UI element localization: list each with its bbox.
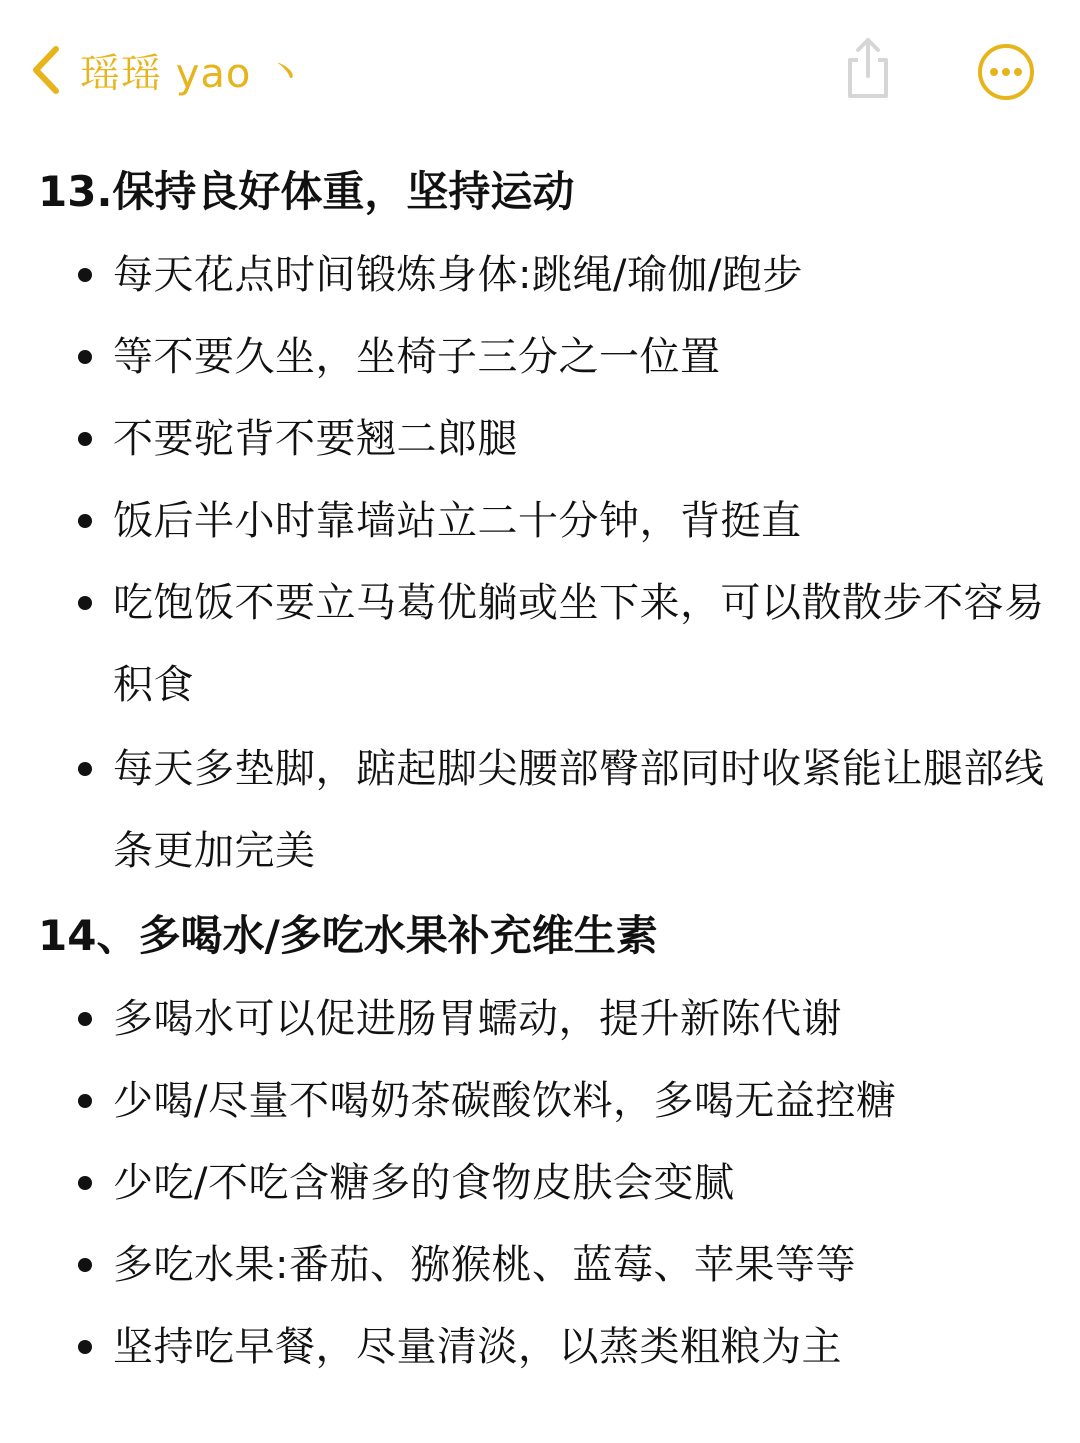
bullet-dot <box>78 596 92 610</box>
list-item-text: 少喝/尽量不喝奶茶碳酸饮料，多喝无益控糖 <box>113 1078 897 1124</box>
bullet-dot <box>78 268 92 282</box>
back-button[interactable] <box>28 38 306 102</box>
list-item-text: 不要驼背不要翘二郎腿 <box>113 416 518 462</box>
section-title: 13.保持良好体重，坚持运动 <box>38 167 575 216</box>
bullet-dot <box>78 1094 92 1108</box>
more-circle-icon <box>976 42 1036 102</box>
share-button[interactable] <box>838 34 898 104</box>
list-item-text: 吃饱饭不要立马葛优躺或坐下来，可以散散步不容易积食 <box>113 580 1045 708</box>
bullet-dot <box>78 1176 92 1190</box>
bullet-dot <box>78 1012 92 1026</box>
list-item-text: 每天花点时间锻炼身体:跳绳/瑜伽/跑步 <box>113 252 803 298</box>
list-item-text: 少吃/不吃含糖多的食物皮肤会变腻 <box>113 1160 735 1206</box>
list-item-text: 每天多垫脚，踮起脚尖腰部臀部同时收紧能让腿部线条更加完美 <box>113 746 1045 874</box>
back-label: 瑶瑶 yao 丶 <box>80 50 307 97</box>
section-title: 14、多喝水/多吃水果补充维生素 <box>38 911 658 960</box>
bullet-dot <box>78 1258 92 1272</box>
list-item-text: 等不要久坐，坐椅子三分之一位置 <box>113 334 721 380</box>
bullet-dot <box>78 762 92 776</box>
list-item-text: 饭后半小时靠墙站立二十分钟，背挺直 <box>113 498 802 544</box>
list-item-text: 多喝水可以促进肠胃蠕动，提升新陈代谢 <box>113 996 842 1042</box>
bullet-dot <box>78 350 92 364</box>
bullet-dot <box>78 432 92 446</box>
chevron-left-icon <box>28 43 62 97</box>
list-item-text: 坚持吃早餐，尽量清淡，以蒸类粗粮为主 <box>113 1324 842 1370</box>
list-item-text: 多吃水果:番茄、猕猴桃、蓝莓、苹果等等 <box>113 1242 856 1288</box>
bullet-dot <box>78 514 92 528</box>
nav-bar <box>0 0 1080 140</box>
more-button[interactable] <box>976 42 1036 102</box>
bullet-dot <box>78 1340 92 1354</box>
share-icon <box>838 34 898 104</box>
